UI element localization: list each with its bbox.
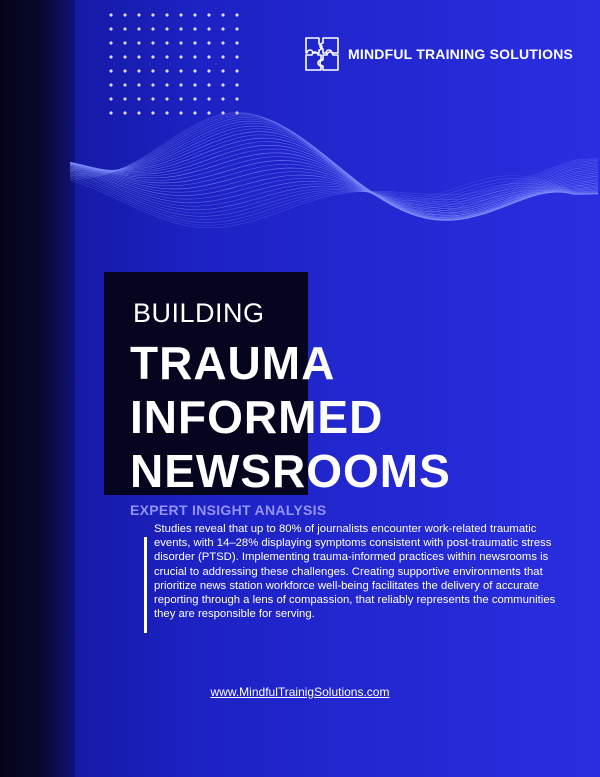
left-dark-strip — [0, 0, 75, 777]
title-kicker: BUILDING — [133, 298, 265, 328]
title-line-3: NEWSROOMS — [130, 445, 451, 497]
wave-lines-decoration — [70, 60, 600, 300]
section-subtitle: EXPERT INSIGHT ANALYSIS — [130, 502, 327, 518]
brand-logo — [302, 34, 573, 74]
body-paragraph: Studies reveal that up to 80% of journalists encounter work-related traumatic events, with 14–28% displaying symptoms consistent with post-traumatic stress disorder (PTSD). Implementing trauma-informed practices within newsrooms is crucial to addressing these challenges. Creating supportive environments that prioritize news station workforce well-being facilitates the delivery of accurate reporting through a lens of compassion, that reliably represents the communities they are responsible for serving. — [154, 523, 556, 621]
title-line-2: INFORMED — [130, 391, 384, 443]
wave-line — [70, 135, 598, 219]
brand-name: MINDFUL TRAINING SOLUTIONS — [348, 46, 574, 62]
website-link[interactable]: www.MindfulTrainigSolutions.com — [210, 685, 390, 699]
puzzle-icon — [302, 34, 342, 74]
quote-rule — [144, 537, 147, 633]
title-line-1: TRAUMA — [130, 337, 336, 389]
